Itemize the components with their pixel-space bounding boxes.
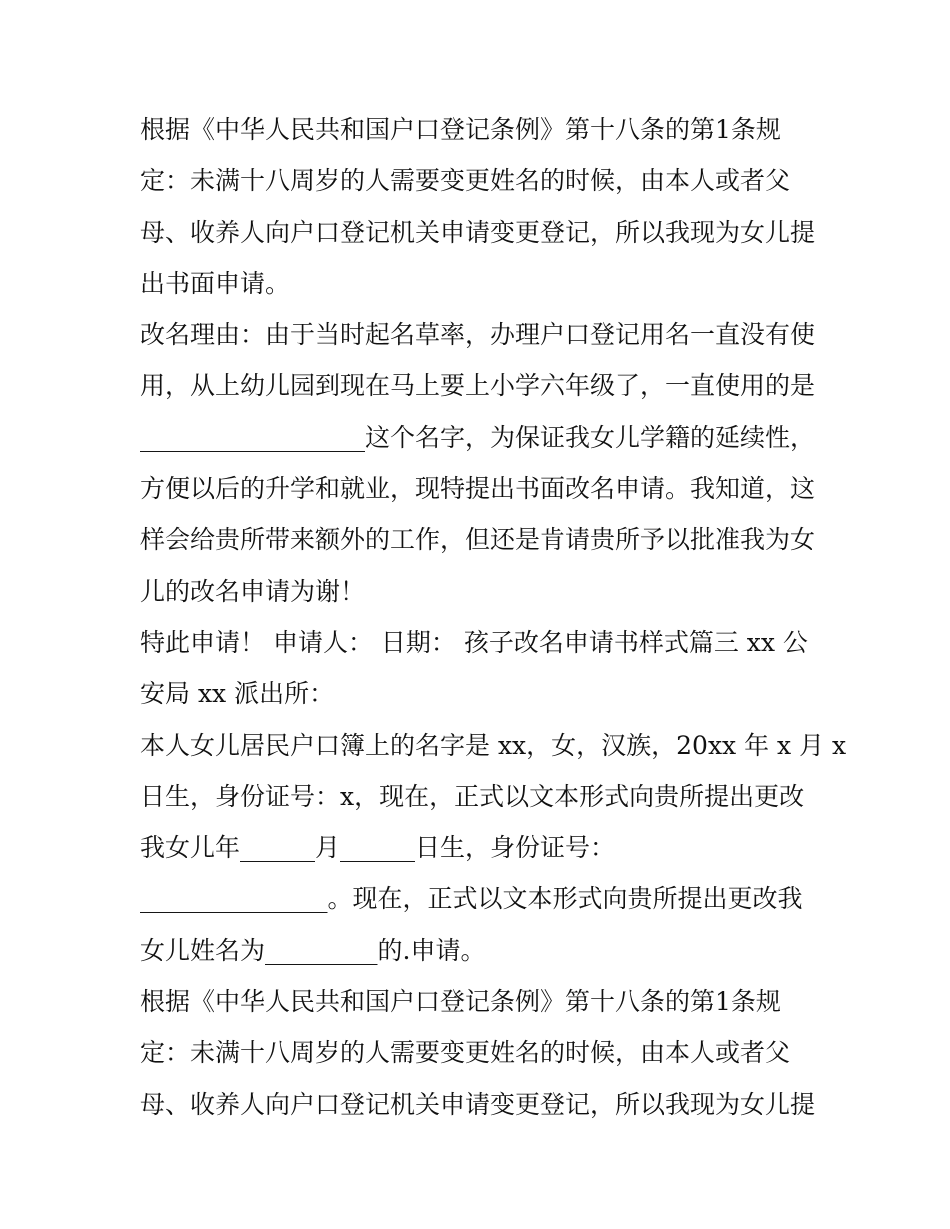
text-line: 根据《中华人民共和国户口登记条例》第十八条的第1条规 bbox=[140, 987, 781, 1017]
text-line: 日生，身份证号：x，现在，正式以文本形式向贵所提出更改 bbox=[140, 781, 805, 811]
text-line: _______________。现在，正式以文本形式向贵所提出更改我 bbox=[140, 884, 803, 914]
text-line: 特此申请！ 申请人： 日期： 孩子改名申请书样式篇三 xx 公 bbox=[140, 627, 808, 657]
text-line: 儿的改名申请为谢！ bbox=[140, 576, 366, 606]
text-line: 定：未满十八周岁的人需要变更姓名的时候，由本人或者父 bbox=[140, 166, 791, 196]
text-line: 方便以后的升学和就业，现特提出书面改名申请。我知道，这 bbox=[140, 474, 816, 504]
text-line: 样会给贵所带来额外的工作，但还是肯请贵所予以批准我为女 bbox=[140, 525, 816, 555]
text-line: 女儿姓名为_________的.申请。 bbox=[140, 935, 486, 965]
text-line: 根据《中华人民共和国户口登记条例》第十八条的第1条规 bbox=[140, 115, 781, 144]
text-line: 我女儿年______月______日生，身份证号： bbox=[140, 833, 616, 863]
text-line: 出书面申请。 bbox=[140, 268, 291, 298]
text-line: 母、收养人向户口登记机关申请变更登记，所以我现为女儿提 bbox=[140, 1089, 816, 1119]
document-body bbox=[140, 104, 847, 1130]
text-line: 母、收养人向户口登记机关申请变更登记，所以我现为女儿提 bbox=[140, 217, 816, 247]
text-line: 本人女儿居民户口簿上的名字是 xx，女，汉族，20xx 年 x 月 x bbox=[140, 730, 847, 760]
text-line: 定：未满十八周岁的人需要变更姓名的时候，由本人或者父 bbox=[140, 1038, 791, 1068]
text-line: 改名理由：由于当时起名草率，办理户口登记用名一直没有使 bbox=[140, 320, 816, 350]
text-line: __________________这个名字，为保证我女儿学籍的延续性， bbox=[140, 422, 816, 452]
text-line: 用，从上幼儿园到现在马上要上小学六年级了，一直使用的是 bbox=[140, 371, 816, 401]
text-line: 安局 xx 派出所： bbox=[140, 679, 335, 709]
